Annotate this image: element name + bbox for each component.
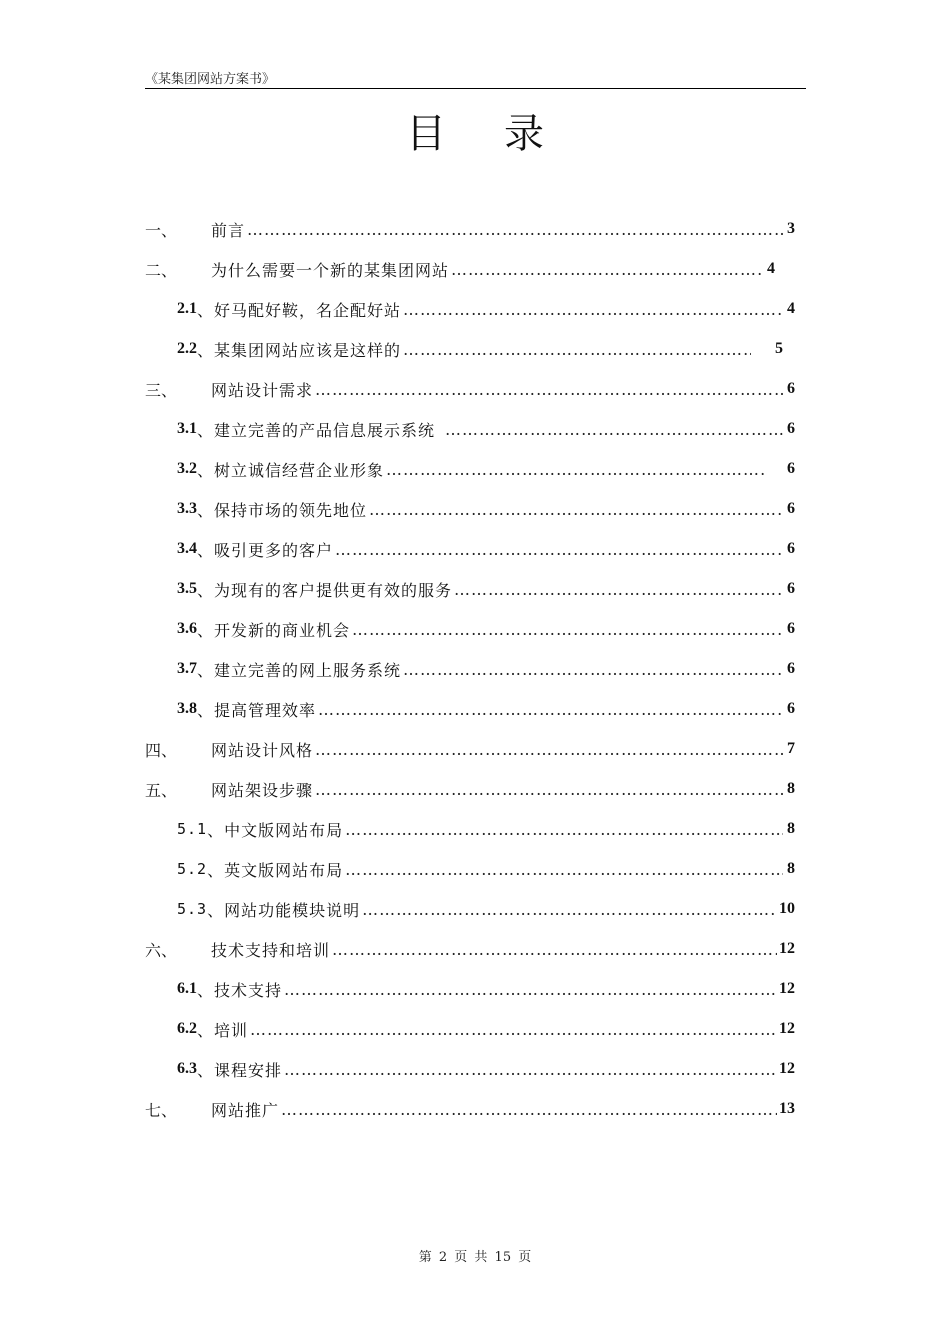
toc-entry-label: 网站设计需求: [211, 380, 314, 400]
toc-entry-page: 12: [779, 940, 795, 957]
toc-entry-3-5[interactable]: [177, 576, 795, 602]
toc-dot-leader: [247, 220, 783, 239]
toc-entry-page: 5: [775, 340, 783, 357]
toc-entry-label: 、保持市场的领先地位: [197, 500, 368, 520]
toc-entry-label: 网站架设步骤: [211, 780, 314, 800]
toc-entry-number: 3.6: [177, 620, 197, 637]
toc-entry-number: 3.5: [177, 580, 197, 597]
toc-entry-4[interactable]: [145, 736, 795, 762]
toc-entry-label: 、开发新的商业机会: [197, 620, 351, 640]
toc-dot-leader: [403, 340, 751, 359]
toc-entry-label: 前言: [211, 220, 246, 240]
toc-title: 目录: [406, 111, 602, 157]
toc-entry-page: 3: [787, 220, 795, 237]
toc-entry-number: 3.1: [177, 420, 197, 437]
toc-entry-number: 四、: [145, 742, 178, 760]
toc-dot-leader: [315, 780, 783, 799]
toc-dot-leader: [284, 1060, 777, 1079]
toc-dot-leader: [284, 980, 777, 999]
toc-entry-number: 七、: [145, 1102, 178, 1120]
toc-dot-leader: [386, 460, 767, 479]
toc-entry-page: 6: [787, 420, 795, 437]
toc-entry-number: 二、: [145, 262, 178, 280]
toc-entry-page: 6: [787, 580, 795, 597]
toc-entry-7[interactable]: [145, 1096, 795, 1122]
toc-entry-3-6[interactable]: [177, 616, 795, 642]
toc-dot-leader: [281, 1100, 777, 1119]
toc-entry-number: 6.3: [177, 1060, 197, 1077]
toc-entry-2-1[interactable]: [177, 296, 795, 322]
toc-dot-leader: [403, 660, 783, 679]
toc-dot-leader: [315, 740, 783, 759]
toc-dot-leader: [403, 300, 783, 319]
toc-entry-5-3[interactable]: [177, 896, 795, 922]
toc-entry-5-2[interactable]: [177, 856, 795, 882]
toc-dot-leader: [318, 700, 783, 719]
toc-dot-leader: [445, 420, 783, 439]
toc-entry-2-2[interactable]: [177, 336, 783, 362]
toc-entry-number: 6.2: [177, 1020, 197, 1037]
toc-dot-leader: [332, 940, 777, 959]
toc-entry-page: 10: [779, 900, 795, 917]
toc-entry-6-3[interactable]: [177, 1056, 795, 1082]
toc-entry-label: 、网站功能模块说明: [207, 900, 361, 920]
toc-entry-page: 6: [787, 500, 795, 517]
toc-entry-label: 、建立完善的产品信息展示系统: [197, 420, 436, 440]
toc-entry-number: 3.4: [177, 540, 197, 557]
toc-entry-label: 网站推广: [211, 1100, 280, 1120]
toc-entry-3-7[interactable]: [177, 656, 795, 682]
toc-dot-leader: [352, 620, 783, 639]
toc-entry-3[interactable]: [145, 376, 795, 402]
document-header-title: 《某集团网站方案书》: [145, 72, 276, 87]
toc-entry-page: 6: [787, 540, 795, 557]
toc-entry-number: 2.1: [177, 300, 197, 317]
toc-entry-label: 、某集团网站应该是这样的: [197, 340, 402, 360]
toc-entry-label: 为什么需要一个新的某集团网站: [211, 260, 450, 280]
toc-entry-label: 网站设计风格: [211, 740, 314, 760]
toc-entry-label: 、课程安排: [197, 1060, 283, 1080]
toc-entry-page: 7: [787, 740, 795, 757]
toc-entry-2[interactable]: [145, 256, 775, 282]
toc-entry-page: 13: [779, 1100, 795, 1117]
toc-entry-label: 、技术支持: [197, 980, 283, 1000]
toc-entry-page: 4: [767, 260, 775, 277]
toc-entry-page: 12: [779, 1020, 795, 1037]
toc-entry-label: 、吸引更多的客户: [197, 540, 334, 560]
toc-entry-number: 3.2: [177, 460, 197, 477]
toc-entry-page: 4: [787, 300, 795, 317]
toc-entry-page: 12: [779, 1060, 795, 1077]
toc-entry-5[interactable]: [145, 776, 795, 802]
toc-entry-page: 6: [787, 620, 795, 637]
toc-entry-label: 、为现有的客户提供更有效的服务: [197, 580, 453, 600]
toc-entry-page: 6: [787, 380, 795, 397]
toc-entry-number: 3.8: [177, 700, 197, 717]
toc-entry-label: 、建立完善的网上服务系统: [197, 660, 402, 680]
toc-entry-number: 五、: [145, 782, 178, 800]
toc-entry-page: 8: [787, 780, 795, 797]
toc-entry-number: 5.1: [177, 820, 208, 838]
toc-entry-label: 、英文版网站布局: [207, 860, 344, 880]
header-rule: [145, 88, 806, 89]
toc-entry-label: 、中文版网站布局: [207, 820, 344, 840]
toc-entry-page: 12: [779, 980, 795, 997]
toc-entry-number: 5.3: [177, 900, 208, 918]
toc-entry-6-2[interactable]: [177, 1016, 795, 1042]
toc-entry-page: 8: [787, 860, 795, 877]
toc-dot-leader: [369, 500, 783, 519]
toc-entry-page: 6: [787, 660, 795, 677]
toc-dot-leader: [345, 860, 783, 879]
toc-dot-leader: [451, 260, 763, 279]
toc-entry-3-4[interactable]: [177, 536, 795, 562]
toc-entry-3-1[interactable]: [177, 416, 795, 442]
toc-entry-6-1[interactable]: [177, 976, 795, 1002]
toc-entry-3-2[interactable]: [177, 456, 795, 482]
page-footer: 第 2 页 共 15 页: [418, 1250, 532, 1265]
toc-entry-5-1[interactable]: [177, 816, 795, 842]
toc-entry-label: 技术支持和培训: [211, 940, 331, 960]
toc-entry-page: 6: [787, 700, 795, 717]
toc-entry-number: 6.1: [177, 980, 197, 997]
toc-entry-page: 6: [787, 460, 795, 477]
toc-dot-leader: [315, 380, 783, 399]
toc-entry-number: 2.2: [177, 340, 197, 357]
toc-entry-number: 六、: [145, 942, 178, 960]
toc-entry-3-8[interactable]: [177, 696, 795, 722]
toc-dot-leader: [345, 820, 783, 839]
toc-entry-label: 、好马配好鞍，名企配好站: [197, 300, 402, 320]
toc-dot-leader: [454, 580, 783, 599]
toc-dot-leader: [250, 1020, 777, 1039]
toc-entry-number: 一、: [145, 222, 178, 240]
toc-entry-6[interactable]: [145, 936, 795, 962]
toc-entry-3-3[interactable]: [177, 496, 795, 522]
toc-entry-label: 、提高管理效率: [197, 700, 317, 720]
toc-entry-number: 三、: [145, 382, 178, 400]
toc-dot-leader: [335, 540, 783, 559]
toc-entry-number: 5.2: [177, 860, 208, 878]
toc-entry-1[interactable]: [145, 216, 795, 242]
toc-entry-label: 、树立诚信经营企业形象: [197, 460, 385, 480]
toc-entry-number: 3.3: [177, 500, 197, 517]
toc-entry-number: 3.7: [177, 660, 197, 677]
toc-entry-label: 、培训: [197, 1020, 249, 1040]
toc-entry-page: 8: [787, 820, 795, 837]
toc-dot-leader: [362, 900, 777, 919]
